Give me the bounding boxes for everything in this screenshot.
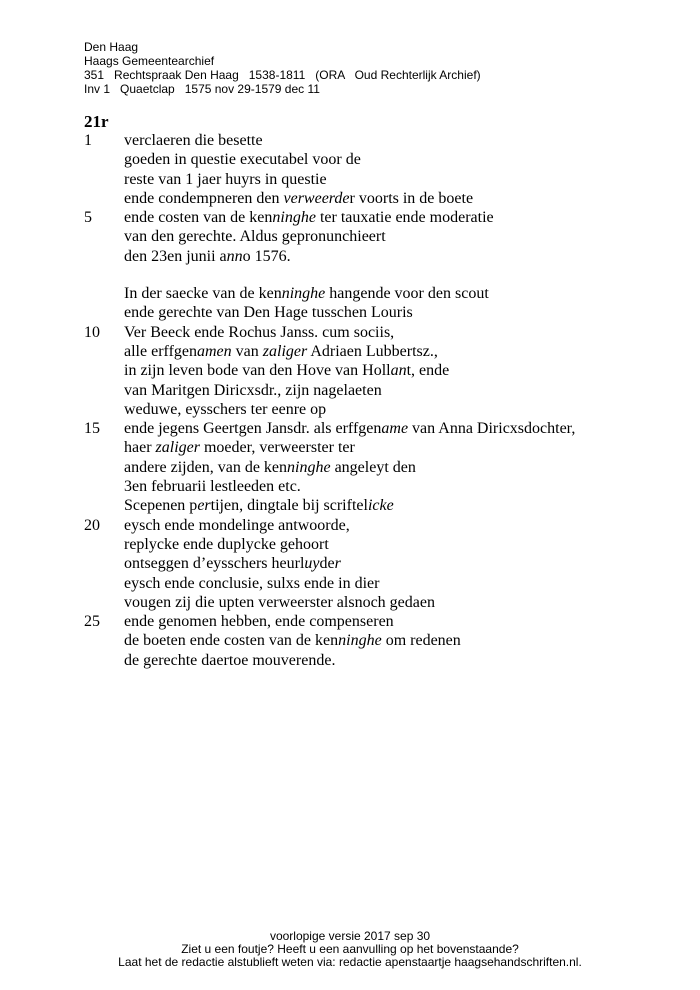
text-segment: tijen, dingtale bij scriftel [210, 497, 368, 515]
line-text [124, 150, 361, 169]
line-text [124, 419, 575, 438]
text-segment: replycke ende duplycke gehoort [124, 535, 329, 553]
text-segment: hangende voor den scout [325, 285, 489, 303]
expanded-abbreviation: an [390, 362, 407, 380]
text-segment: ende jegens Geertgen Jansdr. als erffgen [124, 420, 382, 438]
line-number: 1 [84, 132, 92, 149]
line-text [124, 574, 379, 593]
text-segment: o 1576. [242, 247, 291, 265]
text-segment: de boeten ende costen van de ken [124, 632, 339, 650]
expanded-abbreviation: ame [381, 420, 409, 438]
line-text [124, 361, 449, 380]
expanded-abbreviation: zaliger [262, 342, 308, 360]
line-number: 15 [84, 420, 100, 438]
expanded-abbreviation: ninghe [287, 458, 331, 476]
expanded-abbreviation: er [197, 497, 211, 515]
text-segment: van den gerechte. Aldus gepronunchieert [124, 228, 386, 246]
text-segment: in zijn leven bode van den Hove van Holl [124, 362, 391, 380]
line-text [124, 496, 394, 515]
text-segment: eysch ende conclusie, sulxs ende in dier [124, 574, 380, 592]
line-text [124, 227, 386, 246]
line-text [124, 323, 394, 342]
archive-header [84, 40, 481, 96]
header-city: Den Haag [84, 40, 139, 54]
expanded-abbreviation: icke [367, 497, 394, 515]
text-segment: alle erffgen [124, 342, 197, 360]
text-segment: vougen zij die upten verweerster alsnoch gedaen [124, 593, 435, 611]
text-segment: de gerechte daertoe mouverende. [124, 651, 336, 669]
text-segment: Scepenen p [124, 497, 198, 515]
text-segment: 3en februarii lestleeden etc. [124, 478, 301, 496]
header-collection: 351 Rechtspraak Den Haag 1538-1811 (ORA Oud Rechterlijk Archief) [84, 68, 481, 82]
line-text [124, 342, 438, 361]
text-segment: den 23en junii a [124, 247, 227, 265]
text-segment: t, ende [406, 362, 450, 380]
text-segment: de [319, 555, 335, 573]
folio-number: 21r [84, 112, 109, 131]
text-segment: reste van 1 jaer huyrs in questie [124, 170, 327, 188]
header-inventory: Inv 1 Quaetclap 1575 nov 29-1579 dec 11 [84, 82, 320, 96]
expanded-abbreviation: ninghe [281, 285, 326, 303]
text-segment: ende gerechte van Den Hage tusschen Louris [124, 304, 413, 322]
expanded-abbreviation: r [334, 555, 341, 573]
text-segment: r voorts in de boete [349, 189, 474, 207]
line-text [124, 554, 341, 573]
text-segment: moeder, verweerster ter [199, 439, 355, 457]
expanded-abbreviation: amen [197, 342, 232, 360]
line-text [124, 631, 461, 650]
line-text [124, 516, 350, 535]
line-text [124, 438, 355, 457]
line-text [124, 208, 494, 227]
expanded-abbreviation: zaliger [155, 439, 200, 457]
text-segment: Adriaen Lubbertsz., [307, 342, 438, 360]
line-text [124, 535, 329, 554]
line-text [124, 381, 382, 400]
text-segment: van Maritgen Diricxsdr., zijn nagelaeten [124, 381, 382, 399]
footer-question: Ziet u een foutje? Heeft u een aanvulling op het bovenstaande? [181, 942, 519, 956]
text-segment: goeden in questie executabel voor de [124, 151, 361, 169]
text-segment: van [231, 342, 263, 360]
text-segment: van Anna Diricxsdochter, [408, 420, 576, 438]
line-text [124, 170, 327, 189]
expanded-abbreviation: ninghe [272, 209, 316, 227]
text-segment: om redenen [381, 632, 461, 650]
line-text [124, 458, 416, 477]
text-segment: ter tauxatie ende moderatie [315, 209, 494, 227]
text-segment: Ver Beeck ende Rochus Janss. cum sociis, [124, 323, 395, 341]
line-number: 10 [84, 323, 100, 341]
text-segment: In der saecke van de ken [124, 285, 282, 303]
line-number: 5 [84, 209, 92, 227]
line-text [124, 131, 263, 150]
text-segment: ende costen van de ken [124, 209, 273, 227]
expanded-abbreviation: nn [226, 247, 243, 265]
text-segment: ende condempneren den [124, 189, 284, 207]
text-segment: ontseggen d’eysschers heurl [124, 555, 305, 573]
header-archive: Haags Gemeentearchief [84, 54, 215, 68]
expanded-abbreviation: uy [304, 555, 320, 573]
line-text [124, 477, 301, 496]
text-segment: verclaeren die besette [124, 132, 263, 149]
text-segment: weduwe, eysschers ter eenre op [124, 400, 327, 418]
line-number: 25 [84, 613, 100, 631]
line-text [124, 247, 291, 266]
line-text [124, 189, 473, 208]
footer-contact: Laat het de redactie alstublieft weten via: redactie apenstaartje haagsehandschriften.nl. [118, 955, 582, 969]
page-footer [0, 930, 700, 969]
line-number: 20 [84, 516, 100, 534]
text-segment: angeleyt den [330, 458, 416, 476]
expanded-abbreviation: verweerde [283, 189, 350, 207]
line-text [124, 651, 335, 670]
line-text [124, 284, 489, 303]
text-segment: andere zijden, van de ken [124, 458, 288, 476]
footer-version: voorlopige versie 2017 sep 30 [269, 929, 431, 943]
line-text [124, 612, 394, 631]
expanded-abbreviation: ninghe [338, 632, 382, 650]
text-segment: eysch ende mondelinge antwoorde, [124, 516, 350, 534]
line-text [124, 593, 435, 612]
text-segment: ende genomen hebben, ende compenseren [124, 613, 394, 631]
line-text [124, 400, 326, 419]
line-text [124, 303, 413, 322]
text-segment: haer [124, 439, 156, 457]
